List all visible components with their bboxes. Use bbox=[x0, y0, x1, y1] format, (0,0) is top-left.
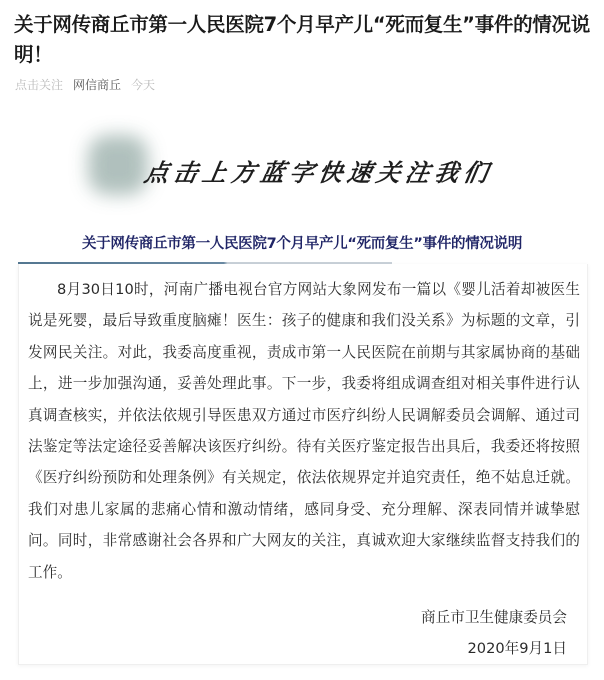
notice-subtitle: 关于网传商丘市第一人民医院7个月早产儿“死而复生”事件的情况说明 bbox=[81, 236, 523, 252]
notice-body: 8月30日10时，河南广播电视台官方网站大象网发布一篇以《婴儿活着却被医生说是死婴，最后导致重度脑瘫！医生：孩子的健康和我们没关系》为标题的文章，引发网民关注。对此，我委高度重视，责成市第一人民医院在前期与其家属协商的基础上，进一步加强沟通，妥善处理此事。下一步，我委将组成调查组对相关事件进行认真调查核实，并依法依规引导医患双方通过市医疗纠纷人民调解委员会调解、通过司法鉴定等法定途径妥善解决该医疗纠纷。待有关医疗鉴定报告出具后，我委还将按照《医疗纠纷预防和处理条例》有关规定，依法依规界定并追究责任，绝不姑息迁就。我们对患儿家属的悲痛心情和激动情绪，感同身受、充分理解、深表同情并诚挚慰问。同时，非常感谢社会各界和广大网友的关注，真诚欢迎大家继续监督支持我们的工作。 bbox=[28, 281, 580, 581]
signature-block bbox=[421, 602, 567, 664]
publish-time: 今天 bbox=[131, 78, 156, 92]
signature-date: 2020年9月1日 bbox=[467, 640, 567, 657]
follow-link[interactable]: 点击关注 bbox=[15, 78, 64, 92]
blurred-logo-icon bbox=[88, 135, 148, 195]
account-name-link[interactable]: 网信商丘 bbox=[73, 78, 122, 92]
notice-box bbox=[18, 264, 588, 665]
article-title: 关于网传商丘市第一人民医院7个月早产儿“死而复生”事件的情况说明！ bbox=[14, 13, 590, 66]
signature-organization: 商丘市卫生健康委员会 bbox=[421, 609, 567, 626]
banner-slogan: 点击上方蓝字快速关注我们 bbox=[142, 159, 496, 187]
article-meta bbox=[15, 76, 155, 93]
follow-banner[interactable] bbox=[80, 125, 496, 215]
